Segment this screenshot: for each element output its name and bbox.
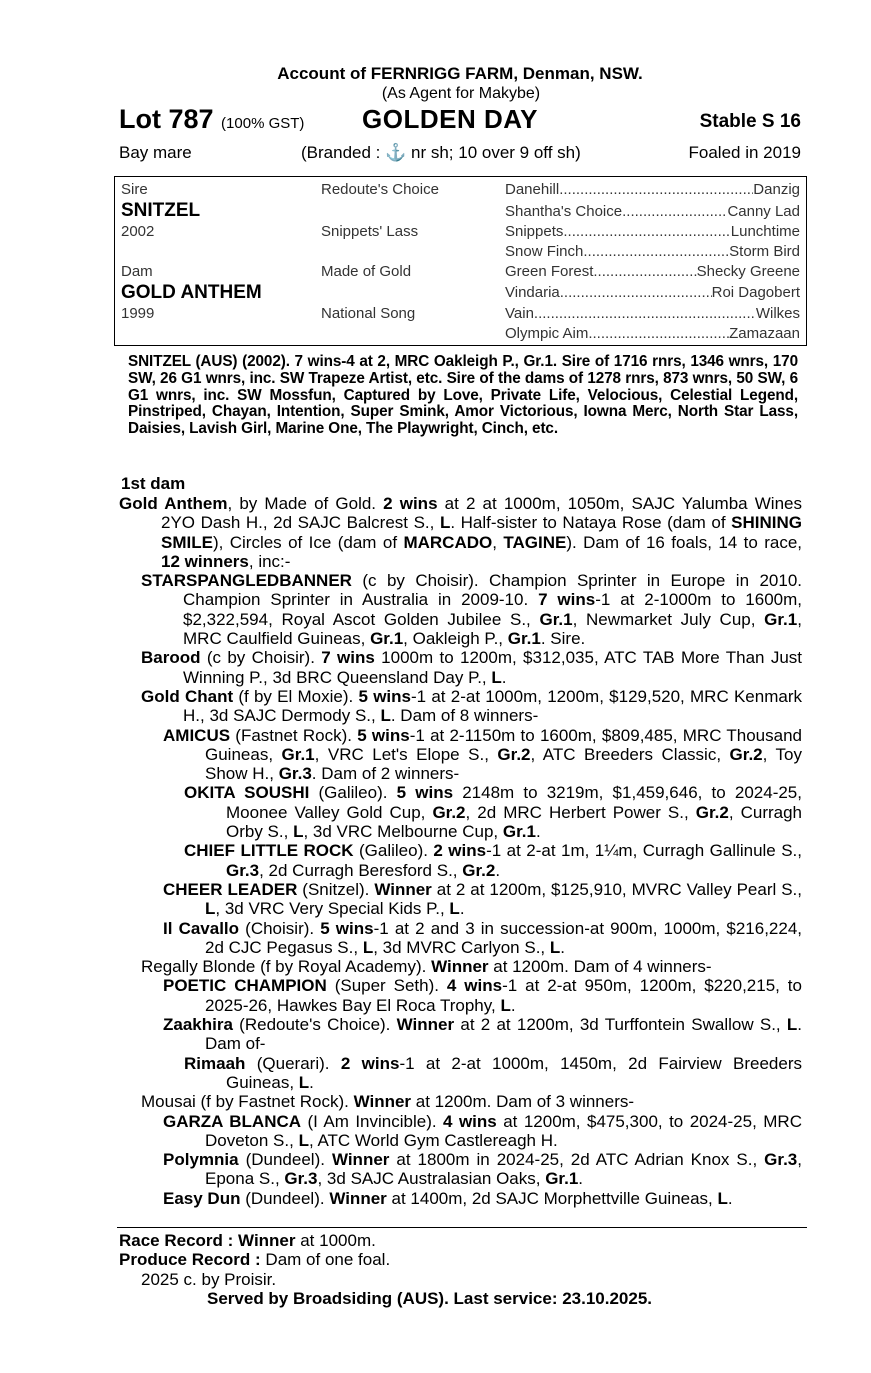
anchor-icon: ⚓	[385, 143, 407, 162]
produce-entry: Gold Anthem, by Made of Gold. 2 wins at 2 at 1000m, 1050m, SAJC Yalumba Wines 2YO Dash H., 2d SAJC Balcrest S., L. Half-sister to Nataya Rose (dam of SHINING SMILE), Circles of Ice (dam of MARCADO, TAGINE). Dam of 16 foals, 14 to race, 12 winners, inc:-	[119, 494, 802, 571]
produce-entry: Gold Chant (f by El Moxie). 5 wins-1 at 2-at 1000m, 1200m, $129,520, MRC Kenmark H., 3d SAJC Dermody S., L. Dam of 8 winners-	[141, 686, 802, 726]
agent-line: (As Agent for Makybe)	[381, 85, 541, 102]
sire-label: Sire	[121, 181, 148, 198]
dam-year: 1999	[121, 305, 155, 322]
lot-label: Lot 787	[119, 104, 214, 134]
produce-entry: POETIC CHAMPION (Super Seth). 4 wins-1 at 2-at 950m, 1200m, $220,215, to 2025-26, Hawkes Bay El Roca Trophy, L.	[163, 976, 802, 1015]
horse-name: GOLDEN DAY	[362, 104, 538, 134]
pedigree-third-gen: Vindaria ..... Roi Dagobert	[505, 284, 800, 301]
produce-entry: STARSPANGLEDBANNER (c by Choisir). Champion Sprinter in Europe in 2010. Champion Sprinter in Australia in 2009-10. 7 wins-1 at 2-1000m to 1600m, $2,322,594, Royal Ascot Golden Jubilee S., Gr.1, Newmarket July Cup, Gr.1, MRC Caulfield Guineas, Gr.1, Oakleigh P., Gr.1. Sire.	[141, 571, 802, 649]
pedigree-second-gen: Snippets' Lass	[321, 223, 419, 240]
gst-note: (100% GST)	[221, 115, 305, 132]
produce-entry: Barood (c by Choisir). 7 wins 1000m to 1200m, $312,035, ATC TAB More Than Just Winning P., 3d BRC Queensland Day P., L.	[141, 648, 802, 687]
produce-entry: Mousai (f by Fastnet Rock). Winner at 1200m. Dam of 3 winners-	[141, 1092, 635, 1112]
sire-summary: SNITZEL (AUS) (2002). 7 wins-4 at 2, MRC Oakleigh P., Gr.1. Sire of 1716 rnrs, 1346 wnrs, 170 SW, 26 G1 wnrs, inc. SW Trapeze Artist, etc. Sire of the dams of 1278 rnrs, 873 wnrs, 50 SW, 6 G1 wnrs, inc. SW Mossfun, Captured by Love, Private Life, Velocious, Celestial Legend, Pinstriped, Chayan, Intention, Super Smink, Amor Victorious, Iowna Merc, North Star Lass, Daisies, Lavish Girl, Marine One, The Playwright, Cinch, etc.	[128, 353, 798, 438]
pedigree-third-gen: Green Forest ..... Shecky Greene	[505, 263, 800, 280]
pedigree-third-gen: Danehill ..... Danzig	[505, 181, 800, 198]
produce-entry: Polymnia (Dundeel). Winner at 1800m in 2024-25, 2d ATC Adrian Knox S., Gr.3, Epona S., Gr.3, 3d SAJC Australasian Oaks, Gr.1.	[163, 1150, 802, 1189]
pedigree-third-gen: Snippets ..... Lunchtime	[505, 223, 800, 240]
produce-entry: Regally Blonde (f by Royal Academy). Winner at 1200m. Dam of 4 winners-	[141, 957, 712, 977]
stable-number: Stable S 16	[699, 111, 801, 132]
race-record: Race Record : Winner at 1000m.	[119, 1231, 376, 1250]
sire-year: 2002	[121, 223, 155, 240]
pedigree-third-gen: Olympic Aim ..... Zamazaan	[505, 325, 800, 342]
vendor-line: Account of FERNRIGG FARM, Denman, NSW.	[277, 64, 643, 83]
sire-name: SNITZEL	[121, 200, 201, 221]
produce-entry: OKITA SOUSHI (Galileo). 5 wins 2148m to 3219m, $1,459,646, to 2024-25, Moonee Valley Gold Cup, Gr.2, 2d MRC Herbert Power S., Gr.2, Curragh Orby S., L, 3d VRC Melbourne Cup, Gr.1.	[184, 783, 803, 842]
pedigree-third-gen: Shantha's Choice ..... Canny Lad	[505, 203, 800, 220]
first-dam-heading: 1st dam	[121, 474, 186, 493]
pedigree-third-gen: Snow Finch ..... Storm Bird	[505, 243, 800, 260]
produce-entry: Rimaah (Querari). 2 wins-1 at 2-at 1000m, 1450m, 2d Fairview Breeders Guineas, L.	[184, 1053, 802, 1092]
produce-entries	[119, 494, 802, 1208]
foal-record: 2025 c. by Proisir.	[141, 1269, 277, 1289]
produce-entry: Il Cavallo (Choisir). 5 wins-1 at 2 and 3 in succession-at 900m, 1000m, $216,224, 2d CJC Pegasus S., L, 3d MVRC Carlyon S., L.	[163, 918, 802, 957]
lot-header	[119, 104, 801, 136]
lot-number	[119, 104, 304, 135]
pedigree-second-gen: National Song	[321, 305, 416, 322]
records-section	[119, 1231, 809, 1289]
produce-entry: GARZA BLANCA (I Am Invincible). 4 wins at 1200m, $475,300, to 2024-25, MRC Doveton S., L, ATC World Gym Castlereagh H.	[163, 1111, 802, 1150]
divider	[117, 1227, 807, 1228]
produce-record: Produce Record : Dam of one foal.	[119, 1250, 391, 1270]
produce-entry: CHIEF LITTLE ROCK (Galileo). 2 wins-1 at 2-at 1m, 1¼m, Curragh Gallinule S., Gr.3, 2d Curragh Beresford S., Gr.2.	[184, 841, 802, 880]
pedigree-third-gen: Vain ..... Wilkes	[505, 305, 800, 322]
pedigree-second-gen: Redoute's Choice	[321, 181, 439, 198]
dam-label: Dam	[121, 263, 153, 280]
produce-entry: Zaakhira (Redoute's Choice). Winner at 2 at 1200m, 3d Turffontein Swallow S., L. Dam of-	[163, 1015, 803, 1054]
produce-entry: CHEER LEADER (Snitzel). Winner at 2 at 1200m, $125,910, MVRC Valley Pearl S., L, 3d VRC Very Special Kids P., L.	[163, 879, 803, 919]
horse-sex: Bay mare	[119, 143, 192, 162]
pedigree-table	[114, 176, 807, 346]
produce-entry: AMICUS (Fastnet Rock). 5 wins-1 at 2-1150m to 1600m, $809,485, MRC Thousand Guineas, Gr.1, VRC Let's Elope S., Gr.2, ATC Breeders Classic, Gr.2, Toy Show H., Gr.3. Dam of 2 winners-	[163, 725, 803, 784]
produce-entry: Easy Dun (Dundeel). Winner at 1400m, 2d SAJC Morphettville Guineas, L.	[163, 1188, 733, 1208]
pedigree-second-gen: Made of Gold	[321, 263, 412, 280]
foaled-year: Foaled in 2019	[688, 143, 801, 162]
dam-name: GOLD ANTHEM	[121, 282, 262, 303]
served-note: Served by Broadsiding (AUS). Last service: 23.10.2025.	[207, 1289, 653, 1308]
brand-info: (Branded : ⚓ nr sh; 10 over 9 off sh)	[301, 143, 581, 162]
